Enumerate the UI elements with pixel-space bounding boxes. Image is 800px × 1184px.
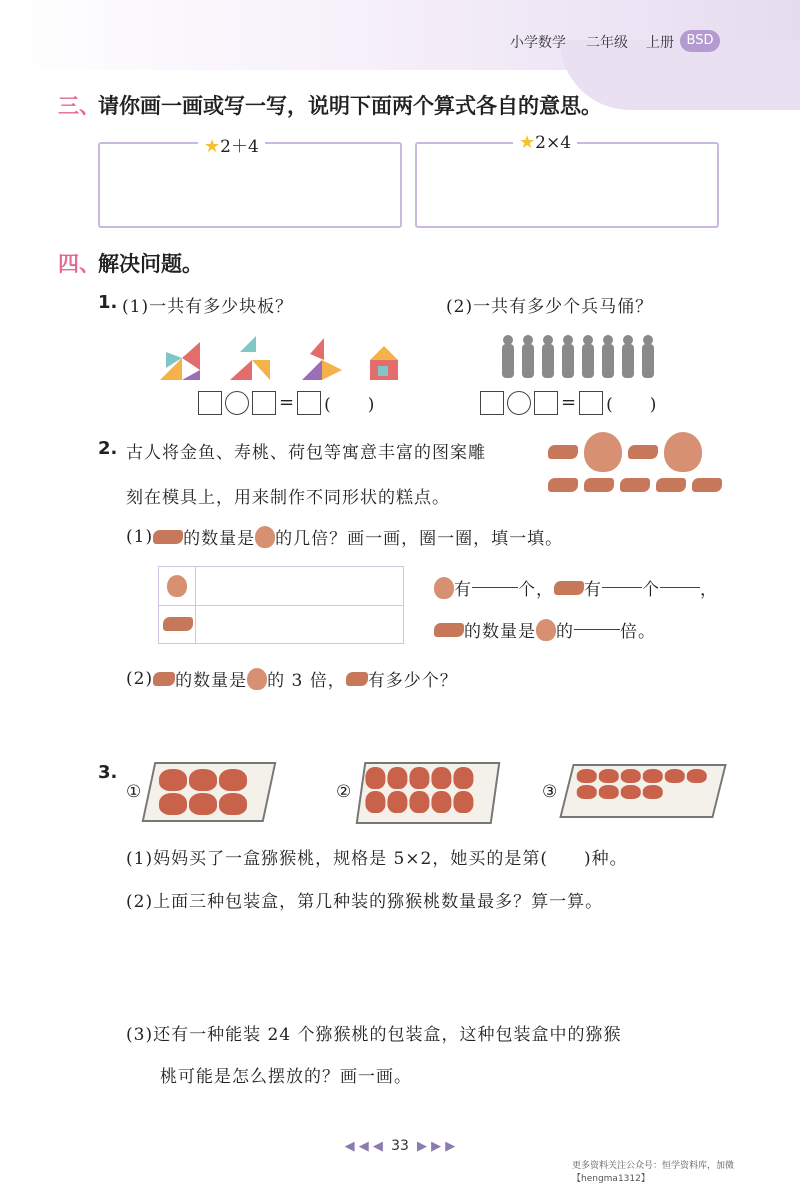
q2-part2-text-a: 的数量是	[175, 671, 248, 691]
kiwi-icon	[409, 767, 429, 789]
q3-part1: (1)妈妈买了一盒猕猴桃，规格是 5×2，她买的是第( )种。	[126, 849, 628, 869]
answer-box[interactable]	[480, 391, 504, 415]
kiwi-icon	[621, 785, 641, 799]
fill-text: 个	[642, 580, 660, 600]
q2-part1-text-b: 的几倍？画一画，圈一圈，填一填。	[275, 529, 564, 549]
q1-number: 1.	[98, 292, 118, 313]
fish-cake-icon	[153, 672, 175, 686]
section-4-number: 四、	[58, 252, 100, 276]
box-label-3: ③	[542, 782, 559, 802]
expr-tag-2	[513, 132, 577, 153]
kiwi-icon	[365, 767, 385, 789]
q1-equation-2[interactable]	[480, 390, 657, 415]
prev-arrows: ◀ ◀ ◀	[344, 1139, 383, 1154]
fish-cake-icon	[548, 445, 578, 459]
kiwi-icon	[643, 769, 663, 783]
fill-text: 有	[454, 580, 472, 600]
kiwi-box-1	[142, 762, 277, 822]
q3-part2: (2)上面三种包装盒，第几种装的猕猴桃数量最多？算一算。	[126, 892, 604, 912]
star-icon: ★	[204, 136, 221, 157]
q2-part1-text-a: 的数量是	[183, 529, 256, 549]
q2-part1	[126, 524, 563, 549]
kiwi-icon	[387, 767, 407, 789]
q3-part3-line1: (3)还有一种能装 24 个猕猴桃的包装盒，这种包装盒中的猕猴	[126, 1025, 622, 1045]
cakes-group	[548, 432, 728, 492]
peach-cake-icon	[584, 432, 622, 472]
peach-cake-icon	[167, 575, 187, 597]
operator-circle[interactable]	[225, 391, 249, 415]
fill-line-2	[434, 617, 656, 642]
fill-text: ，	[700, 580, 718, 600]
fish-cake-icon	[692, 478, 722, 492]
answer-box[interactable]	[534, 391, 558, 415]
answer-box[interactable]	[252, 391, 276, 415]
terracotta-warriors	[494, 330, 664, 382]
kiwi-icon	[387, 791, 407, 813]
fish-cake-icon	[656, 478, 686, 492]
fill-text: 有	[584, 580, 602, 600]
answer-box[interactable]	[198, 391, 222, 415]
expr-1: 2＋4	[220, 137, 259, 157]
fill-text: 的数量是	[464, 622, 536, 642]
section-4-title: 解决问题。	[98, 252, 203, 276]
kiwi-icon	[365, 791, 385, 813]
q2-part1-label: (1)	[126, 526, 154, 547]
fish-cake-icon	[584, 478, 614, 492]
box-label-1: ①	[126, 782, 143, 802]
kiwi-icon	[453, 791, 473, 813]
q2-line2: 刻在模具上，用来制作不同形状的糕点。	[126, 488, 450, 508]
q1-part2: (2)一共有多少个兵马俑？	[446, 297, 654, 317]
footer-note: 更多资料关注公众号：恒学资料库，加微【hengma1312】	[572, 1161, 735, 1184]
kiwi-box-3	[559, 764, 726, 818]
q1-part1: (1)一共有多少块板？	[122, 297, 294, 317]
fish-cake-icon	[620, 478, 650, 492]
kiwi-icon	[219, 793, 247, 815]
fill-line-1	[434, 575, 718, 600]
page-number: 33	[391, 1138, 409, 1154]
kiwi-icon	[189, 793, 217, 815]
kiwi-icon	[577, 769, 597, 783]
kiwi-icon	[159, 793, 187, 815]
fish-cake-icon	[628, 445, 658, 459]
expr-2: 2×4	[535, 133, 572, 153]
answer-blank[interactable]	[472, 587, 518, 588]
unit-paren[interactable]: ( )	[324, 395, 376, 415]
kiwi-icon	[621, 769, 641, 783]
tangram-figures	[152, 330, 412, 386]
fill-text: 的	[556, 622, 574, 642]
page-footer	[0, 1138, 800, 1154]
kiwi-icon	[453, 767, 473, 789]
edition-badge: BSD	[680, 30, 720, 52]
kiwi-icon	[643, 785, 663, 799]
q3-number: 3.	[98, 762, 118, 783]
drawing-grid[interactable]	[158, 566, 404, 644]
kiwi-icon	[665, 769, 685, 783]
fish-cake-icon	[554, 581, 584, 595]
answer-blank[interactable]	[660, 587, 700, 588]
q3-part3-line2: 桃可能是怎么摆放的？画一画。	[160, 1067, 412, 1087]
q2-line1: 古人将金鱼、寿桃、荷包等寓意丰富的图案雕	[126, 443, 486, 463]
drawing-frame-2[interactable]	[415, 142, 719, 228]
next-arrows: ▶ ▶ ▶	[417, 1139, 456, 1154]
kiwi-icon	[599, 769, 619, 783]
kiwi-icon	[159, 769, 187, 791]
peach-cake-icon	[536, 619, 556, 641]
kiwi-box-2	[356, 762, 501, 824]
header-subject: 小学数学	[510, 35, 566, 51]
star-icon: ★	[519, 132, 536, 153]
peach-cake-icon	[255, 526, 275, 548]
expr-tag-1	[198, 132, 265, 157]
kiwi-icon	[189, 769, 217, 791]
kiwi-icon	[431, 791, 451, 813]
peach-cake-icon	[247, 668, 267, 690]
q1-equation-1[interactable]	[198, 390, 375, 415]
fish-cake-icon	[163, 617, 193, 631]
fish-cake-icon	[153, 530, 183, 544]
equals-sign: =	[279, 392, 295, 413]
kiwi-icon	[577, 785, 597, 799]
fish-cake-icon	[434, 623, 464, 637]
fill-text: 个，	[518, 580, 554, 600]
fill-text: 倍。	[620, 622, 656, 642]
section-3-title: 请你画一画或写一写，说明下面两个算式各自的意思。	[98, 94, 602, 118]
box-label-2: ②	[336, 782, 353, 802]
operator-circle[interactable]	[507, 391, 531, 415]
fish-cake-icon	[346, 672, 368, 686]
equals-sign: =	[561, 392, 577, 413]
q2-part2	[126, 666, 458, 691]
q2-number: 2.	[98, 438, 118, 459]
kiwi-icon	[431, 767, 451, 789]
answer-box[interactable]	[579, 391, 603, 415]
kiwi-icon	[599, 785, 619, 799]
peach-cake-icon	[664, 432, 702, 472]
q2-part2-text-c: 有多少个？	[367, 671, 458, 691]
header-grade: 二年级	[586, 35, 628, 51]
header-volume: 上册	[646, 35, 674, 51]
kiwi-icon	[687, 769, 707, 783]
answer-box[interactable]	[297, 391, 321, 415]
q2-part2-label: (2)	[126, 668, 154, 689]
answer-blank[interactable]	[574, 629, 620, 630]
q2-part2-text-b: 的 3 倍，	[267, 671, 346, 691]
unit-paren[interactable]: ( )	[606, 395, 658, 415]
kiwi-icon	[219, 769, 247, 791]
fish-cake-icon	[548, 478, 578, 492]
answer-blank[interactable]	[602, 587, 642, 588]
peach-cake-icon	[434, 577, 454, 599]
section-3-number: 三、	[58, 94, 100, 118]
kiwi-icon	[409, 791, 429, 813]
